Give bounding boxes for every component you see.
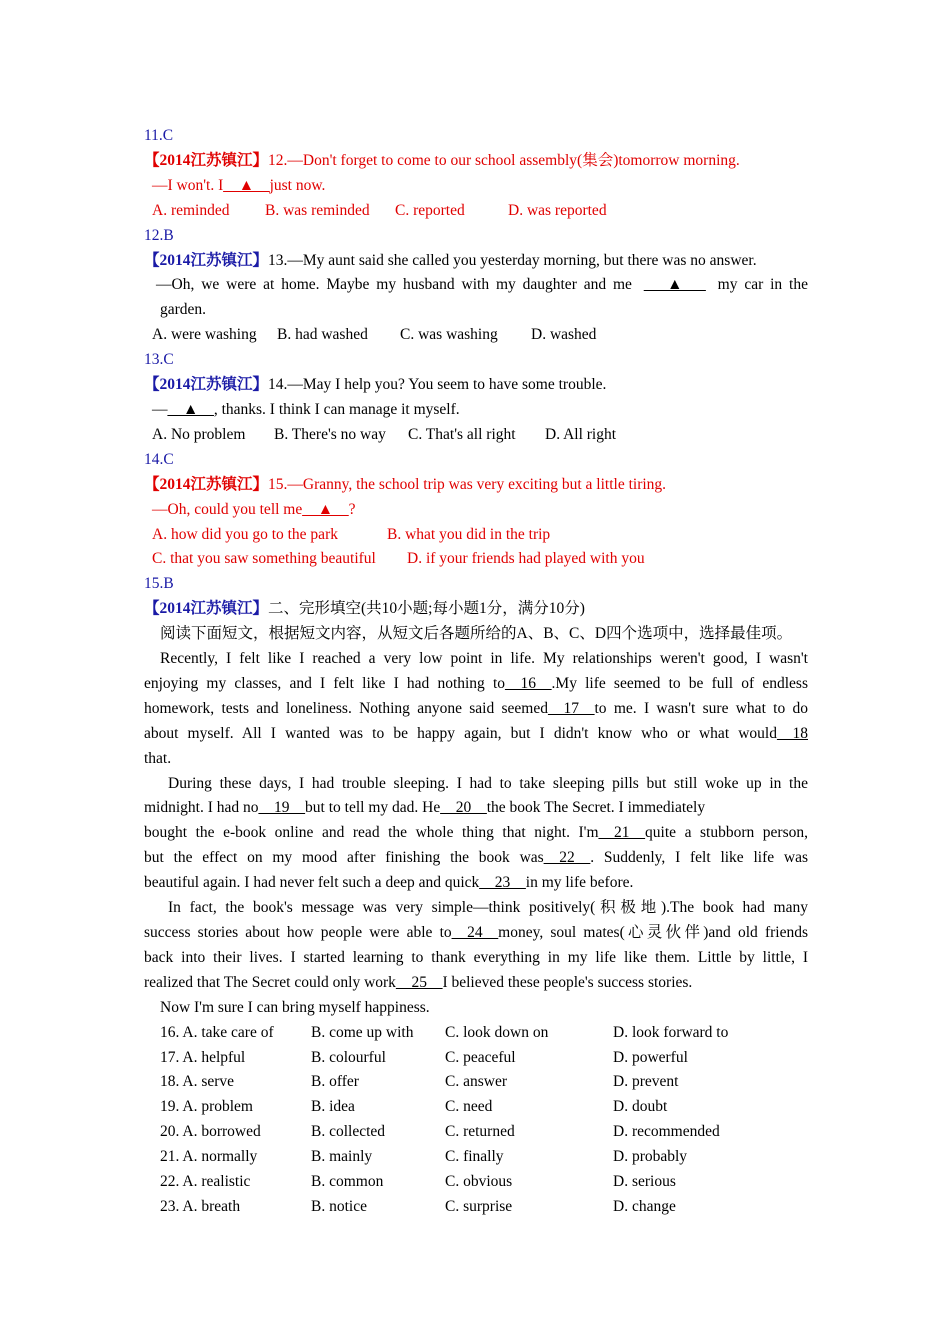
source-tag: 【2014江苏镇江】 [144, 151, 269, 169]
reply-text: just now. [269, 176, 326, 194]
option-d: D. powerful [613, 1048, 688, 1066]
reply-text: —Oh, we were at home. Maybe my husband with my daughter and me [156, 276, 632, 294]
option-d: D. recommended [613, 1123, 720, 1141]
passage-text: . Suddenly, I felt like life was [590, 849, 809, 867]
source-tag: 【2014江苏镇江】 [144, 251, 269, 269]
reply-text: my car in the [717, 276, 808, 294]
question-14-reply [144, 398, 808, 423]
section-title: 二、完形填空(共10小题;每小题1分，满分10分) [268, 600, 585, 618]
option-c: C. peaceful [445, 1048, 516, 1066]
source-tag: 【2014江苏镇江】 [144, 475, 269, 493]
answer-12: 12.B [144, 226, 174, 244]
passage-text: midnight. I had no [144, 799, 259, 817]
option-c: C. returned [445, 1123, 515, 1141]
reply-text: —I won't. I [152, 176, 224, 194]
option-c: C. finally [445, 1148, 504, 1166]
answer-blank: __▲__ [223, 176, 270, 194]
section-instruction: 阅读下面短文，根据短文内容，从短文后各题所给的A、B、C、D四个选项中，选择最佳项。 [160, 625, 793, 643]
question-15-options-ab [144, 523, 808, 548]
document-page [144, 124, 808, 1220]
option-c: C. reported [395, 201, 465, 219]
passage-text: .My life seemed to be full of endless [551, 674, 808, 692]
question-12-options [144, 199, 808, 224]
passage-line [144, 971, 808, 996]
passage-line: back into their lives. I started learning to thank everything in my life like them. Little by little, I [144, 948, 808, 966]
passage-text: success stories about how people were able to [144, 924, 452, 941]
option-a: 21. A. normally [160, 1148, 258, 1166]
blank-24: __24__ [451, 924, 499, 941]
passage-text: homework, tests and loneliness. Nothing anyone said seemed [144, 699, 548, 717]
answer-13: 13.C [144, 351, 174, 369]
option-c: C. that you saw something beautiful [152, 550, 376, 568]
option-b: B. had washed [277, 326, 368, 344]
source-tag: 【2014江苏镇江】 [144, 376, 269, 394]
option-d: D. was reported [508, 201, 607, 219]
passage-text: about myself. All I wanted was to be happy again, but I didn't know who or what would [144, 724, 777, 742]
option-a: 20. A. borrowed [160, 1123, 261, 1141]
option-c: C. obvious [445, 1173, 513, 1191]
reply-text: —Oh, could you tell me [152, 500, 303, 518]
option-b: B. come up with [311, 1023, 414, 1041]
option-d: D. washed [531, 326, 597, 344]
blank-23: __23__ [479, 874, 526, 892]
option-c: C. need [445, 1098, 493, 1116]
option-b: B. idea [311, 1098, 355, 1116]
option-row [144, 1046, 808, 1071]
option-c: C. was washing [400, 326, 498, 344]
option-b: B. offer [311, 1073, 359, 1091]
option-b: B. mainly [311, 1148, 373, 1166]
passage-line: In fact, the book's message was very simple—think positively(积极地).The book had many [168, 899, 808, 917]
passage-text: beautiful again. I had never felt such a deep and quick [144, 874, 480, 892]
option-b: B. collected [311, 1123, 386, 1141]
question-13-options [144, 323, 808, 348]
option-row [144, 1095, 808, 1120]
blank-21: __21__ [598, 824, 646, 842]
option-d: D. probably [613, 1148, 688, 1166]
option-b: B. There's no way [274, 425, 386, 443]
passage-text: enjoying my classes, and I felt like I had nothing to [144, 674, 506, 692]
option-c: C. look down on [445, 1023, 549, 1041]
passage-text: but the effect on my mood after finishing the book was [144, 849, 544, 867]
question-13-text: 13.—My aunt said she called you yesterday morning, but there was no answer. [268, 251, 757, 269]
option-a: 18. A. serve [160, 1073, 235, 1091]
passage-line [144, 921, 808, 946]
passage-text: the book The Secret. I immediately [486, 799, 706, 817]
question-14-text: 14.—May I help you? You seem to have some trouble. [268, 376, 607, 394]
blank-19: __19__ [258, 799, 306, 817]
reply-text: — [152, 400, 168, 418]
answer-15: 15.B [144, 575, 174, 593]
passage-text: in my life before. [525, 874, 634, 892]
passage-line: Now I'm sure I can bring myself happiness. [160, 998, 430, 1016]
question-12-text: 12.—Don't forget to come to our school assembly(集会)tomorrow morning. [268, 151, 740, 169]
passage-text: quite a stubborn person, [645, 824, 808, 842]
reply-text: , thanks. I think I can manage it myself. [213, 400, 460, 418]
question-13-reply-cont: garden. [160, 301, 207, 319]
question-14 [144, 373, 808, 398]
option-d: D. look forward to [613, 1023, 729, 1041]
option-row [144, 1195, 808, 1220]
option-row [144, 1170, 808, 1195]
question-13 [144, 249, 808, 274]
passage-line [144, 697, 808, 722]
passage-line [144, 672, 808, 697]
question-15 [144, 473, 808, 498]
option-b: B. common [311, 1173, 384, 1191]
option-a: A. how did you go to the park [152, 525, 338, 543]
passage-text: I believed these people's success stories. [442, 973, 693, 991]
passage-line [144, 722, 808, 747]
options-table [144, 1021, 808, 1220]
answer-blank: __▲__ [302, 500, 349, 518]
option-a: 17. A. helpful [160, 1048, 246, 1066]
passage-line [144, 796, 808, 821]
option-a: 16. A. take care of [160, 1023, 274, 1041]
answer-blank: __▲__ [167, 400, 214, 418]
passage-text: bought the e-book online and read the whole thing that night. I'm [144, 824, 599, 842]
blank-22: __22__ [543, 849, 591, 867]
option-b: B. was reminded [265, 201, 370, 219]
passage-line [144, 846, 808, 871]
option-a: 23. A. breath [160, 1197, 241, 1215]
passage-text: money, soul mates(心灵伙伴)and old friends [498, 924, 808, 941]
question-12-reply [144, 174, 808, 199]
option-b: B. notice [311, 1197, 367, 1215]
option-row [144, 1145, 808, 1170]
blank-16: __16__ [505, 674, 552, 692]
option-c: C. That's all right [408, 425, 516, 443]
passage-line [144, 821, 808, 846]
passage-text: to me. I wasn't sure what to do [594, 699, 809, 717]
section-heading [144, 597, 808, 622]
option-c: C. surprise [445, 1197, 513, 1215]
blank-17: __17__ [548, 699, 595, 717]
option-row [144, 1070, 808, 1095]
option-a: 19. A. problem [160, 1098, 253, 1116]
passage-text: but to tell my dad. He [305, 799, 441, 817]
blank-18: __18 [777, 724, 808, 742]
answer-11: 11.C [144, 127, 174, 144]
option-d: D. doubt [613, 1098, 668, 1116]
question-15-text: 15.—Granny, the school trip was very exciting but a little tiring. [268, 475, 667, 493]
option-a: 22. A. realistic [160, 1173, 251, 1191]
option-d: D. change [613, 1197, 676, 1215]
option-d: D. serious [613, 1173, 676, 1191]
option-d: D. prevent [613, 1073, 679, 1091]
option-d: D. All right [545, 425, 617, 443]
source-tag: 【2014江苏镇江】 [144, 600, 269, 618]
question-14-options [144, 423, 808, 448]
option-row [144, 1120, 808, 1145]
passage-line: that. [144, 749, 172, 767]
option-a: A. No problem [152, 425, 246, 443]
blank-25: __25__ [395, 973, 443, 991]
blank-20: __20__ [440, 799, 487, 817]
option-row [144, 1021, 808, 1046]
answer-blank: ___▲___ [643, 276, 706, 294]
passage-text: realized that The Secret could only work [144, 973, 396, 991]
option-d: D. if your friends had played with you [407, 550, 645, 568]
question-15-reply [144, 498, 808, 523]
option-b: B. colourful [311, 1048, 386, 1066]
question-12 [144, 149, 808, 174]
answer-14: 14.C [144, 450, 174, 468]
passage-line [144, 871, 808, 896]
option-a: A. were washing [152, 326, 257, 344]
option-c: C. answer [445, 1073, 507, 1091]
question-13-reply [144, 273, 808, 298]
question-15-options-cd [144, 547, 808, 572]
passage-line: Recently, I felt like I reached a very low point in life. My relationships weren't good, I wasn't [160, 650, 808, 668]
option-b: B. what you did in the trip [387, 525, 551, 543]
reply-text: ? [348, 500, 356, 518]
passage-line: During these days, I had trouble sleeping. I had to take sleeping pills but still woke up in the [168, 774, 808, 792]
option-a: A. reminded [152, 201, 230, 219]
